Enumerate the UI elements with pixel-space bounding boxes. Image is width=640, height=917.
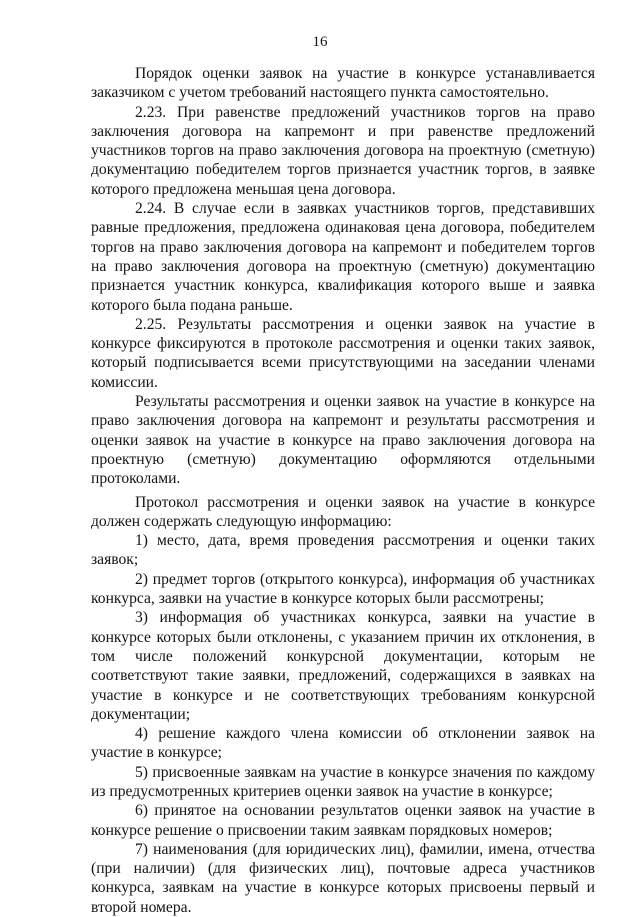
paragraph-separate-protocols: Результаты рассмотрения и оценки заявок на участие в конкурсе на право заключения договора на капремонт и результаты рассмотрения и оценки заявок на участие в конкурсе на право заключения договора на проектную (сметную) документацию оформляются отдельными протоколами.: [91, 393, 595, 488]
list-item-3: 3) информация об участниках конкурса, заявки на участие в конкурсе которых были отклонены, с указанием причин их отклонения, в том числе положений конкурсной документации, которым не соответствуют такие заявки, предложений, содержащихся в заявках на участие в конкурсе и не соответствующих требованиям конкурсной документации;: [91, 609, 595, 723]
page-number: 16: [312, 34, 328, 50]
list-item-4: 4) решение каждого члена комиссии об отклонении заявок на участие в конкурсе;: [91, 725, 595, 762]
list-item-7: 7) наименования (для юридических лиц), фамилии, имена, отчества (при наличии) (для физических лиц), почтовые адреса участников конкурса, заявкам на участие в конкурсе которых присвоены первый и второй номера.: [91, 840, 595, 916]
paragraph-2-24: 2.24. В случае если в заявках участников торгов, представивших равные предложения, предложена одинаковая цена договора, победителем торгов на право заключения договора на капремонт и победителем торгов на право заключения договора на проектную (сметную) документацию признается участник конкурса, квалификация которого выше и заявка которого была подана раньше.: [91, 200, 595, 314]
list-item-1: 1) место, дата, время проведения рассмотрения и оценки таких заявок;: [91, 532, 595, 569]
paragraph-evaluation-order: Порядок оценки заявок на участие в конкурсе устанавливается заказчиком с учетом требований настоящего пункта самостоятельно.: [91, 65, 595, 102]
list-item-2: 2) предмет торгов (открытого конкурса), информация об участниках конкурса, заявки на участие в конкурсе которых были рассмотрены;: [91, 570, 595, 608]
paragraph-protocol-contents: Протокол рассмотрения и оценки заявок на участие в конкурсе должен содержать следующую информацию:: [91, 493, 595, 530]
list-item-5: 5) присвоенные заявкам на участие в конкурсе значения по каждому из предусмотренных критериев оценки заявок на участие в конкурсе;: [91, 763, 595, 800]
paragraph-2-23: 2.23. При равенстве предложений участников торгов на право заключения договора на капремонт и при равенстве предложений участников торгов на право заключения договора на проектную (сметную) документацию победителем торгов признается участник торгов, в заявке которого предложена меньшая цена договора.: [91, 103, 595, 198]
paragraph-2-25: 2.25. Результаты рассмотрения и оценки заявок на участие в конкурсе фиксируются в протоколе рассмотрения и оценки таких заявок, который подписывается всеми присутствующими на заседании членами комиссии.: [91, 315, 595, 391]
list-item-6: 6) принятое на основании результатов оценки заявок на участие в конкурсе решение о присвоении таким заявкам порядковых номеров;: [91, 802, 595, 839]
document-body: [91, 64, 595, 917]
